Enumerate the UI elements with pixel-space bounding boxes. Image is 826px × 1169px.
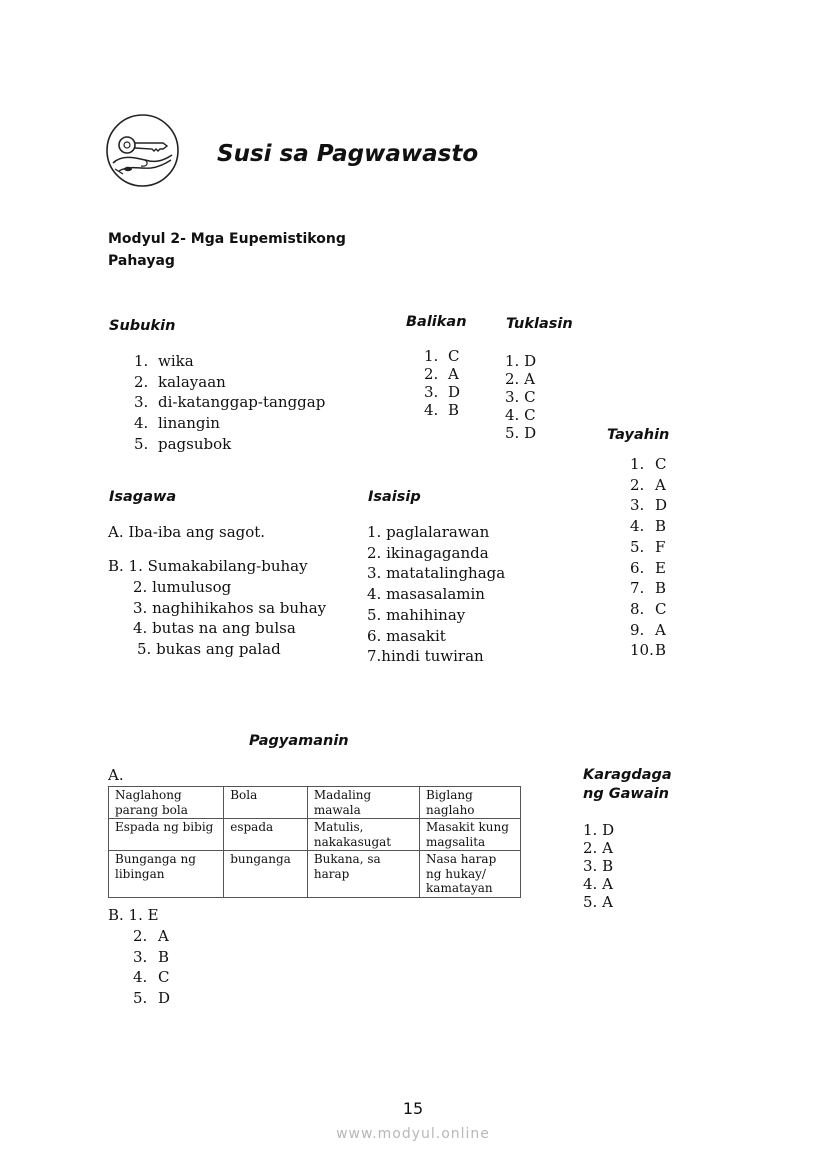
list-item — [630, 578, 667, 599]
balikan-list — [424, 347, 460, 419]
item-text: B — [655, 579, 667, 598]
list-item — [630, 558, 667, 579]
list-item — [134, 434, 325, 455]
item-text: B — [448, 401, 460, 419]
heading-line: Karagdaga — [583, 767, 672, 783]
item-text: wika — [158, 352, 194, 370]
item-text: linangin — [158, 414, 220, 433]
list-item: 4. butas na ang bulsa — [133, 619, 296, 638]
list-item — [134, 372, 325, 393]
item-number: 4. — [133, 968, 148, 987]
list-item — [134, 392, 325, 413]
list-item: 1. D — [583, 821, 615, 839]
pagyamanin-part-a-label: A. — [108, 766, 124, 784]
item-number: 1. — [424, 347, 439, 365]
list-item — [630, 495, 667, 516]
list-item: 5. mahihinay — [367, 605, 466, 624]
item-text: C — [158, 968, 170, 987]
module-title-line: Pahayag — [108, 253, 175, 269]
pagyamanin-part-b-first: B. 1. E — [108, 906, 159, 924]
module-title — [108, 228, 388, 272]
item-number: 1. — [630, 455, 645, 473]
list-item: 5. A — [583, 893, 613, 911]
item-number: 6. — [630, 558, 645, 577]
table-row — [109, 851, 521, 898]
tuklasin-heading: Tuklasin — [506, 316, 573, 332]
item-text: A — [448, 365, 459, 383]
table-cell: Biglang naglaho — [420, 787, 521, 819]
pagyamanin-table — [108, 786, 521, 898]
table-cell: Nasa harap ng hukay/ kamatayan — [420, 851, 521, 898]
item-number: 3. — [133, 947, 148, 966]
list-item — [133, 926, 170, 947]
list-item — [133, 967, 170, 988]
list-item: 5. D — [505, 424, 537, 442]
pagyamanin-heading: Pagyamanin — [249, 733, 349, 749]
subukin-heading: Subukin — [109, 318, 176, 334]
item-text: B — [655, 641, 667, 660]
isaisip-heading: Isaisip — [368, 489, 421, 505]
list-item — [424, 365, 460, 383]
karagdagan-list — [583, 821, 614, 911]
table-row — [109, 787, 521, 819]
item-number: 2. — [134, 372, 149, 391]
list-item: 2. lumulusog — [133, 578, 232, 596]
item-text: A — [158, 927, 169, 945]
item-number: 2. — [630, 475, 645, 494]
list-item — [630, 516, 667, 537]
list-item — [630, 620, 667, 641]
item-number: 2. — [133, 927, 148, 945]
heading-line: ng Gawain — [583, 786, 669, 802]
item-text: A — [655, 620, 666, 639]
list-item — [424, 347, 460, 365]
table-cell: espada — [224, 819, 308, 851]
item-text: C — [655, 599, 667, 618]
list-item: 7.hindi tuwiran — [367, 647, 484, 666]
list-item: 4. A — [583, 875, 613, 893]
table-cell: Espada ng bibig — [109, 819, 224, 851]
item-text: kalayaan — [158, 372, 226, 391]
list-item — [424, 401, 460, 419]
item-number: 5. — [133, 989, 148, 1008]
item-text: D — [158, 989, 171, 1008]
list-item: 5. bukas ang palad — [137, 640, 281, 659]
page-title: Susi sa Pagwawasto — [217, 141, 479, 167]
tuklasin-list — [505, 352, 536, 442]
item-text: D — [448, 383, 461, 401]
table-cell: Naglahong parang bola — [109, 787, 224, 819]
list-item: 1. paglalarawan — [367, 523, 490, 541]
isagawa-part-b-first: B. 1. Sumakabilang-buhay — [108, 557, 308, 575]
list-item — [133, 988, 170, 1009]
isagawa-part-b-list — [133, 577, 326, 660]
list-item: 2. A — [583, 839, 613, 857]
module-title-line: Modyul 2- Mga Eupemistikong — [108, 231, 346, 247]
balikan-heading: Balikan — [406, 314, 467, 330]
isagawa-heading: Isagawa — [109, 489, 177, 505]
list-item: 3. matatalinghaga — [367, 564, 506, 583]
list-item — [424, 383, 460, 401]
isaisip-list — [367, 522, 505, 667]
list-item — [134, 413, 325, 434]
item-text: E — [655, 558, 666, 577]
item-number: 4. — [134, 414, 149, 433]
list-item: 2. A — [505, 370, 535, 388]
table-cell: Masakit kung magsalita — [420, 819, 521, 851]
list-item: 4. masasalamin — [367, 585, 485, 604]
item-text: D — [655, 496, 668, 515]
list-item — [630, 599, 667, 620]
list-item — [133, 947, 170, 968]
table-cell: Bukana, sa harap — [307, 851, 419, 898]
item-text: di-katanggap-tanggap — [158, 393, 326, 412]
item-number: 5. — [134, 434, 149, 453]
item-number: 9. — [630, 620, 645, 639]
list-item: 3. B — [583, 857, 614, 875]
list-item: 1. D — [505, 352, 537, 370]
item-number: 3. — [424, 383, 439, 401]
item-number: 1. — [134, 352, 149, 370]
item-text: pagsubok — [158, 434, 232, 453]
item-text: B — [655, 517, 667, 536]
item-text: C — [655, 455, 667, 473]
table-row — [109, 819, 521, 851]
item-text: B — [158, 947, 170, 966]
list-item — [630, 640, 667, 661]
item-number: 4. — [630, 517, 645, 536]
table-cell: Matulis, nakakasugat — [307, 819, 419, 851]
tayahin-list — [630, 454, 667, 661]
watermark: www.modyul.online — [336, 1126, 490, 1142]
pagyamanin-part-b-list — [133, 926, 170, 1009]
list-item — [630, 537, 667, 558]
table-cell: Bola — [224, 787, 308, 819]
list-item — [630, 475, 667, 496]
item-number: 7. — [630, 579, 645, 598]
list-item: 6. masakit — [367, 626, 446, 645]
list-item: 3. C — [505, 388, 536, 406]
subukin-list — [134, 351, 325, 455]
page-number: 15 — [402, 1099, 424, 1118]
item-number: 8. — [630, 599, 645, 618]
item-text: F — [655, 537, 666, 556]
table-cell: bunganga — [224, 851, 308, 898]
tayahin-heading: Tayahin — [607, 427, 670, 443]
list-item: 4. C — [505, 406, 536, 424]
key-in-hand-icon — [105, 113, 180, 188]
table-cell: Bunganga ng libingan — [109, 851, 224, 898]
isagawa-part-a: A. Iba-iba ang sagot. — [108, 523, 266, 541]
item-number: 4. — [424, 401, 439, 419]
item-text: C — [448, 347, 460, 365]
list-item — [630, 454, 667, 475]
karagdagan-heading — [583, 766, 672, 804]
item-number: 3. — [630, 496, 645, 515]
item-number: 5. — [630, 537, 645, 556]
item-number: 3. — [134, 393, 149, 412]
item-number: 2. — [424, 365, 439, 383]
list-item: 3. naghihikahos sa buhay — [133, 598, 327, 617]
item-number: 10. — [630, 641, 654, 660]
list-item: 2. ikinagaganda — [367, 543, 489, 562]
item-text: A — [655, 475, 666, 494]
table-cell: Madaling mawala — [307, 787, 419, 819]
list-item — [134, 351, 325, 372]
